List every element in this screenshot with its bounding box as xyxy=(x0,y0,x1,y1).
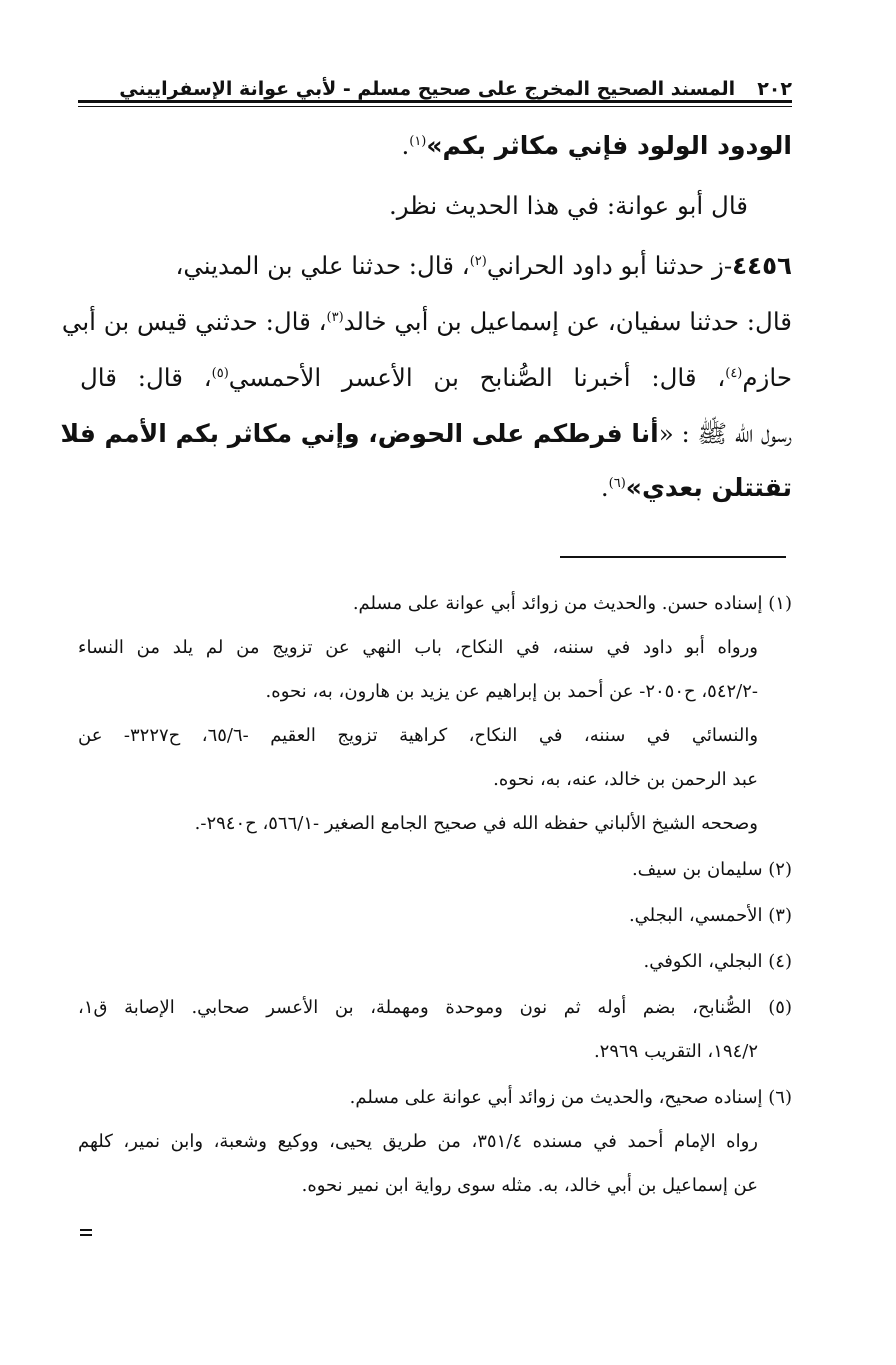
book-title: المسند الصحيح المخرج على صحيح مسلم - لأبي عوانة الإسفراييني xyxy=(119,78,736,100)
running-header xyxy=(80,68,792,100)
footnote-ref-1[interactable]: (١) xyxy=(409,133,427,149)
footnote-4: (٤) البجلي، الكوفي. xyxy=(643,951,792,972)
footnote-1: (١) إسناده حسن. والحديث من زوائد أبي عوانة على مسلم. xyxy=(352,593,792,614)
footnote-5-line-2: ١٩٤/٢، التقريب ٢٩٦٩. xyxy=(593,1041,758,1062)
footnote-separator xyxy=(560,556,786,558)
footnote-ref-5[interactable]: (٥) xyxy=(211,365,229,381)
footnote-1-line-3: -٥٤٢/٢، ح٢٠٥٠- عن أحمد بن إبراهيم عن يزيد بن هارون، به، نحوه. xyxy=(265,681,758,702)
footnote-ref-2[interactable]: (٢) xyxy=(469,253,487,269)
text-line-2: قال أبو عوانة: في هذا الحديث نظر. xyxy=(388,191,748,220)
end-mark xyxy=(80,1229,92,1231)
text-line-7: تقتتلن بعدي»$^{(٦)}$. xyxy=(600,473,792,502)
footnote-1-line-6: وصححه الشيخ الألباني حفظه الله في صحيح الجامع الصغير -٥٦٦/١، ح٢٩٤٠-. xyxy=(194,813,758,834)
footnote-1-line-2: ورواه أبو داود في سننه، في النكاح، باب النهي عن تزويج من لم يلد من النساء xyxy=(78,637,758,658)
footnote-ref-3[interactable]: (٣) xyxy=(326,309,344,325)
footnote-2: (٢) سليمان بن سيف. xyxy=(631,859,792,880)
end-mark-2 xyxy=(80,1234,92,1236)
footnote-6-line-2: رواه الإمام أحمد في مسنده ٣٥١/٤، من طريق يحيى، ووكيع وشعبة، وابن نمير، كلهم xyxy=(78,1131,758,1152)
footnote-1-line-5: عبد الرحمن بن خالد، عنه، به، نحوه. xyxy=(493,769,758,790)
text-line-4: قال: حدثنا سفيان، عن إسماعيل بن أبي خالد$^{(٣)}$، قال: حدثني قيس بن أبي xyxy=(61,307,792,336)
hadith-number: ٤٤٥٦ xyxy=(732,251,792,280)
text-line-3: ٤٤٥٦-ز حدثنا أبو داود الحراني$^{(٢)}$، قال: حدثنا علي بن المديني، xyxy=(175,251,792,280)
header-rule-thin xyxy=(78,106,792,107)
footnote-ref-6[interactable]: (٦) xyxy=(608,475,626,491)
text-line-5: حازم$^{(٤)}$، قال: أخبرنا الصُّنابح بن الأعسر الأحمسي$^{(٥)}$، قال: قال xyxy=(80,363,792,392)
text-line-1: الودود الولود فإني مكاثر بكم»$^{(١)}$. xyxy=(401,131,792,160)
footnote-6-line-3: عن إسماعيل بن أبي خالد، به. مثله سوى رواية ابن نمير نحوه. xyxy=(301,1175,758,1196)
text-line-6: رسول الله ﷺ : «أنا فرطكم على الحوض، وإني مكاثر بكم الأمم فلا xyxy=(60,419,792,448)
footnote-6: (٦) إسناده صحيح، والحديث من زوائد أبي عوانة على مسلم. xyxy=(349,1087,792,1108)
footnote-3: (٣) الأحمسي، البجلي. xyxy=(628,905,792,926)
footnote-1-line-4: والنسائي في سننه، في النكاح، كراهية تزويج العقيم -٦٥/٦، ح٣٢٢٧- عن xyxy=(78,725,759,746)
footnote-5: (٥) الصُّنابح، بضم أوله ثم نون وموحدة ومهملة، بن الأعسر صحابي. الإصابة ق١، xyxy=(78,997,792,1018)
page-number: ٢٠٢ xyxy=(757,78,792,100)
header-rule-thick xyxy=(78,100,792,103)
footnote-ref-4[interactable]: (٤) xyxy=(725,365,743,381)
